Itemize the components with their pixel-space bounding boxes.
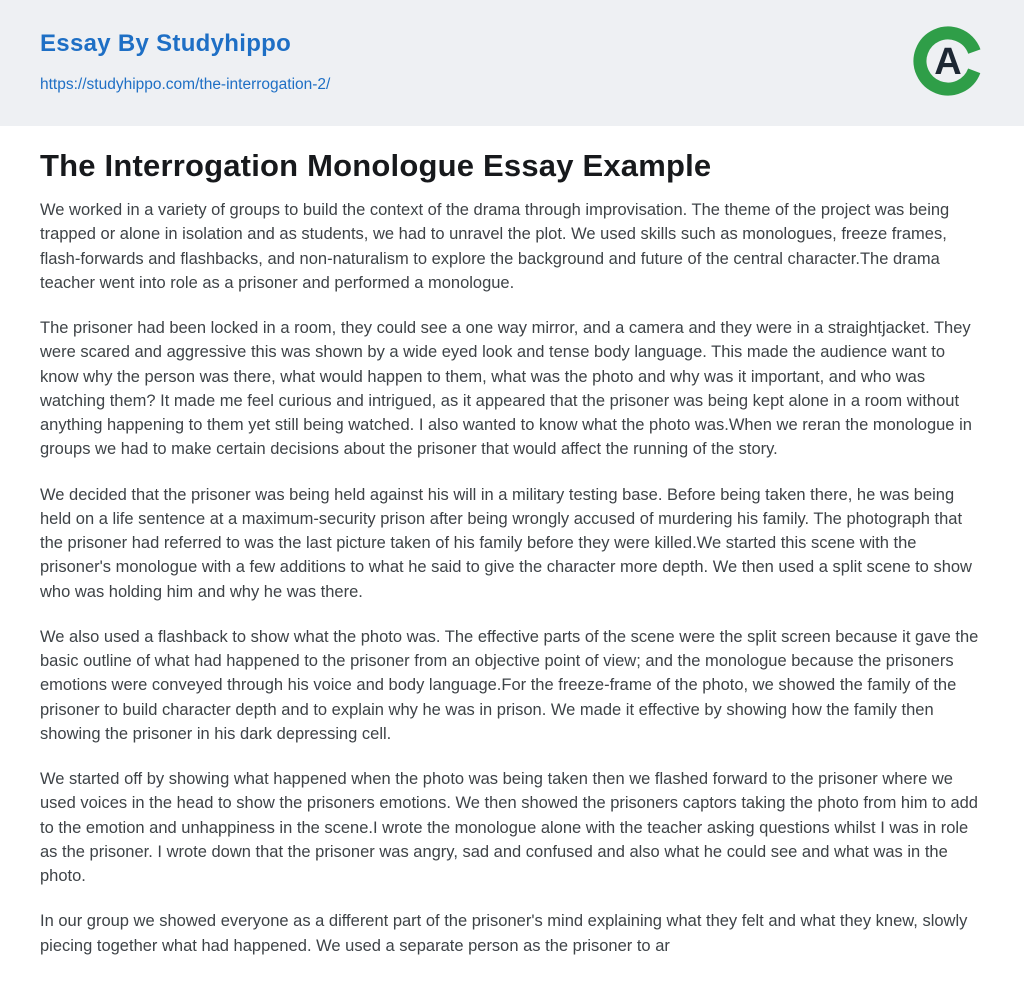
article-title: The Interrogation Monologue Essay Example: [40, 148, 712, 183]
essay-paragraph: We also used a flashback to show what the photo was. The effective parts of the scene were the split screen because it gave the basic outline of what had happened to the prisoner from an objective point of view; and the monologue because the prisoners emotions were conveyed through his voice and body language.For the freeze-frame of the photo, we showed the family of the prisoner to build character depth and to explain why he was in prison. We made it effective by showing how the family then showing the prisoner in his dark depressing cell.: [40, 627, 979, 743]
essay-paragraph: We worked in a variety of groups to build the context of the drama through improvisation. The theme of the project was being trapped or alone in isolation and as students, we had to unravel the plot. We used skills such as monologues, freeze frames, flash-forwards and flashbacks, and non-naturalism to explore the background and future of the central character.The drama teacher went into role as a prisoner and performed a monologue.: [40, 201, 950, 292]
essay-paragraph: In our group we showed everyone as a different part of the prisoner's mind explaining what they felt and what they knew, slowly piecing together what had happened. We used a separate person as the prisoner to ar: [40, 912, 968, 955]
site-title: Essay By Studyhippo: [40, 30, 292, 57]
article-body: [0, 126, 1024, 958]
studyhippo-logo: [912, 25, 984, 97]
essay-paragraph: We started off by showing what happened when the photo was being taken then we flashed forward to the prisoner where we used voices in the head to show the prisoners emotions. We then showed the prisoners captors taking the photo from him to add to the emotion and unhappiness in the scene.I wrote the monologue alone with the teacher asking questions whilst I was in role as the prisoner. I wrote down that the prisoner was angry, sad and confused and also what he could see and what was in the photo.: [40, 770, 978, 885]
logo-letter: A: [934, 41, 962, 83]
studyhippo-logo-icon: [912, 25, 984, 97]
essay-paragraph: The prisoner had been locked in a room, they could see a one way mirror, and a camera and they were in a straightjacket. They were scared and aggressive this was shown by a wide eyed look and tense body language. This made the audience want to know why the person was there, what would happen to them, what was the photo and why was it important, and who was watching them? It made me feel curious and intrigued, as it appeared that the prisoner was being kept alone in a room without anything happening to them yet still being watched. I also wanted to know what the photo was.When we reran the monologue in groups we had to make certain decisions about the prisoner that would affect the running of the story.: [40, 319, 972, 459]
essay-paragraph: We decided that the prisoner was being held against his will in a military testing base. Before being taken there, he was being held on a life sentence at a maximum-security prison after being wrongly accused of murdering his family. The photograph that the prisoner had referred to was the last picture taken of his family before they were killed.We started this scene with the prisoner's monologue with a few additions to what he said to give the character more depth. We then used a split scene to show who was holding him and why he was there.: [40, 485, 972, 601]
article-url-link[interactable]: https://studyhippo.com/the-interrogation-2/: [40, 76, 331, 93]
page-header: [0, 0, 1024, 126]
